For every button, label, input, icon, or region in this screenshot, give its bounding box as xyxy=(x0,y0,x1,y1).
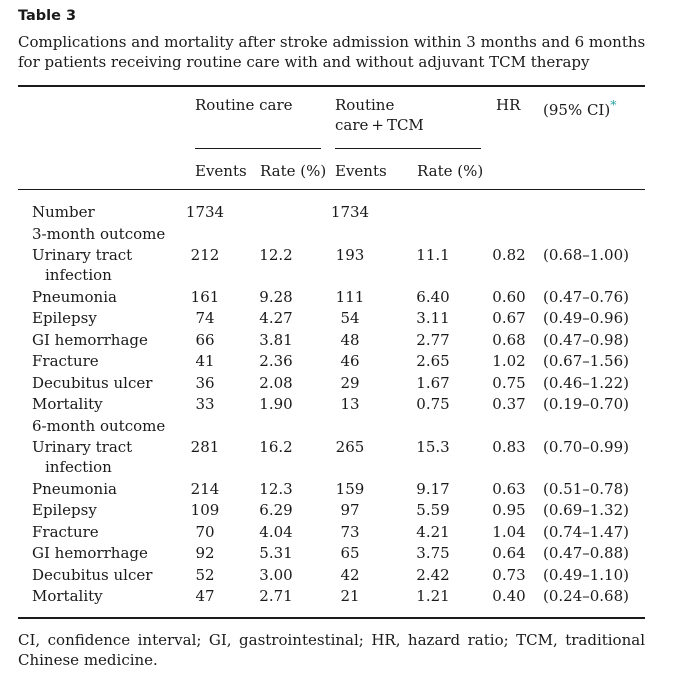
cell-events-routine: 36 xyxy=(195,373,215,392)
row-label: Decubitus ulcer xyxy=(32,373,153,392)
row-label: 6-month outcome xyxy=(32,416,166,435)
row-label: Pneumonia xyxy=(32,287,117,306)
cell-ci: (0.70–0.99) xyxy=(543,438,630,456)
cell-hr: 0.60 xyxy=(492,287,526,306)
cell-hr: 0.82 xyxy=(492,246,526,264)
routine-tcm-group-rule xyxy=(335,148,481,149)
row-label: Mortality xyxy=(32,395,103,413)
cell-ci: (0.46–1.22) xyxy=(543,373,630,392)
table-caption: Complications and mortality after stroke admission within 3 months and 6 months for patients receiving routine care with and without adjuvant TCM therapy xyxy=(18,33,646,71)
cell-rate-tcm: 11.1 xyxy=(416,246,450,264)
cell-rate-tcm: 0.75 xyxy=(416,395,450,413)
cell-events-routine: 47 xyxy=(195,587,215,605)
top-rule xyxy=(18,85,645,87)
cell-rate-tcm: 15.3 xyxy=(416,438,450,456)
cell-rate-routine: 3.00 xyxy=(259,565,293,584)
cell-rate-tcm: 1.67 xyxy=(416,373,450,392)
routine-care-group-rule xyxy=(195,148,321,149)
cell-events-routine: 212 xyxy=(190,246,220,264)
cell-rate-routine: 5.31 xyxy=(259,544,293,562)
header-rule xyxy=(18,189,645,190)
cell-ci: (0.69–1.32) xyxy=(543,501,630,519)
cell-ci: (0.24–0.68) xyxy=(543,587,630,605)
cell-events-routine: 109 xyxy=(190,501,220,519)
cell-hr: 0.67 xyxy=(492,309,526,327)
row-label: Epilepsy xyxy=(32,309,97,327)
cell-rate-routine: 12.3 xyxy=(259,479,293,498)
cell-rate-routine: 2.36 xyxy=(259,352,293,370)
cell-rate-routine: 2.71 xyxy=(259,587,293,605)
cell-hr: 0.75 xyxy=(492,373,526,392)
row-label: Fracture xyxy=(32,522,99,541)
cell-ci: (0.47–0.98) xyxy=(543,330,630,349)
cell-events-tcm: 21 xyxy=(340,587,360,605)
cell-ci: (0.47–0.88) xyxy=(543,544,630,562)
cell-ci: (0.74–1.47) xyxy=(543,522,630,541)
cell-events-tcm: 13 xyxy=(340,395,360,413)
cell-events-tcm: 54 xyxy=(340,309,360,327)
cell-events-tcm: 42 xyxy=(340,565,360,584)
cell-events-routine: 70 xyxy=(195,522,215,541)
cell-rate-tcm: 5.59 xyxy=(416,501,450,519)
cell-rate-routine: 12.2 xyxy=(259,246,293,264)
cell-events-tcm: 46 xyxy=(340,352,360,370)
cell-rate-routine: 4.27 xyxy=(259,309,293,327)
row-label: Pneumonia xyxy=(32,479,117,498)
cell-hr: 0.95 xyxy=(492,501,526,519)
cell-rate-routine: 9.28 xyxy=(259,287,293,306)
cell-events-routine: 52 xyxy=(195,565,215,584)
cell-hr: 0.64 xyxy=(492,544,526,562)
bottom-rule xyxy=(18,617,645,619)
cell-ci: (0.51–0.78) xyxy=(543,479,630,498)
cell-hr: 0.37 xyxy=(492,395,526,413)
header-routine-tcm-line1: Routine xyxy=(335,96,395,114)
cell-events-tcm: 193 xyxy=(335,246,365,264)
cell-rate-routine: 2.08 xyxy=(259,373,293,392)
cell-hr: 1.02 xyxy=(492,352,526,370)
row-label: Urinary tract xyxy=(32,246,133,264)
cell-events-routine: 281 xyxy=(190,438,220,456)
cell-ci: (0.49–0.96) xyxy=(543,309,630,327)
row-label: GI hemorrhage xyxy=(32,330,148,349)
cell-hr: 0.83 xyxy=(492,438,526,456)
cell-rate-routine: 4.04 xyxy=(259,522,293,541)
header-events-tcm: Events xyxy=(335,162,387,180)
cell-events-tcm: 111 xyxy=(335,287,365,306)
cell-rate-tcm: 2.42 xyxy=(416,565,450,584)
cell-events-routine: 1734 xyxy=(185,203,225,221)
header-rate-routine: Rate (%) xyxy=(260,162,327,180)
cell-rate-routine: 6.29 xyxy=(259,501,293,519)
cell-hr: 0.73 xyxy=(492,565,526,584)
row-label: Number xyxy=(32,203,95,221)
cell-events-routine: 214 xyxy=(190,479,220,498)
cell-hr: 0.40 xyxy=(492,587,526,605)
cell-ci: (0.67–1.56) xyxy=(543,352,630,370)
cell-ci: (0.19–0.70) xyxy=(543,395,630,413)
cell-events-tcm: 73 xyxy=(340,522,360,541)
row-label-continued: infection xyxy=(45,266,112,284)
header-events-routine: Events xyxy=(195,162,247,180)
header-routine-care: Routine care xyxy=(195,96,293,114)
cell-events-tcm: 265 xyxy=(335,438,365,456)
cell-rate-tcm: 3.75 xyxy=(416,544,450,562)
cell-events-routine: 161 xyxy=(190,287,220,306)
row-label: Epilepsy xyxy=(32,501,97,519)
cell-events-routine: 92 xyxy=(195,544,215,562)
row-label: Urinary tract xyxy=(32,438,133,456)
row-label: Decubitus ulcer xyxy=(32,565,153,584)
ci-footnote-marker: * xyxy=(610,97,617,112)
header-rate-tcm: Rate (%) xyxy=(417,162,484,180)
cell-rate-tcm: 3.11 xyxy=(416,309,450,327)
header-hr: HR xyxy=(496,96,521,114)
row-label: GI hemorrhage xyxy=(32,544,148,562)
cell-events-routine: 66 xyxy=(195,330,215,349)
cell-events-routine: 41 xyxy=(195,352,215,370)
cell-rate-tcm: 1.21 xyxy=(416,587,450,605)
cell-rate-routine: 1.90 xyxy=(259,395,293,413)
row-label: 3-month outcome xyxy=(32,224,166,243)
cell-hr: 1.04 xyxy=(492,522,526,541)
cell-events-tcm: 97 xyxy=(340,501,360,519)
table-footnote: CI, confidence interval; GI, gastrointestinal; HR, hazard ratio; TCM, traditional Chinese medicine. xyxy=(18,631,645,669)
cell-events-tcm: 29 xyxy=(340,373,360,392)
cell-rate-tcm: 6.40 xyxy=(416,287,450,306)
cell-rate-tcm: 9.17 xyxy=(416,479,450,498)
cell-events-tcm: 159 xyxy=(335,479,365,498)
cell-rate-routine: 16.2 xyxy=(259,438,293,456)
cell-events-routine: 74 xyxy=(195,309,215,327)
cell-events-tcm: 65 xyxy=(340,544,360,562)
cell-events-tcm: 1734 xyxy=(330,203,370,221)
cell-ci: (0.49–1.10) xyxy=(543,565,630,584)
cell-rate-routine: 3.81 xyxy=(259,330,293,349)
cell-events-routine: 33 xyxy=(195,395,215,413)
header-routine-tcm-line2: care + TCM xyxy=(335,116,424,134)
row-label: Mortality xyxy=(32,587,103,605)
cell-ci: (0.47–0.76) xyxy=(543,287,630,306)
row-label-continued: infection xyxy=(45,458,112,476)
cell-events-tcm: 48 xyxy=(340,330,360,349)
cell-rate-tcm: 2.65 xyxy=(416,352,450,370)
table-label: Table 3 xyxy=(18,8,77,24)
cell-hr: 0.63 xyxy=(492,479,526,498)
header-ci-text: (95% CI) xyxy=(543,101,611,119)
cell-hr: 0.68 xyxy=(492,330,526,349)
header-ci xyxy=(543,95,616,120)
row-label: Fracture xyxy=(32,352,99,370)
cell-rate-tcm: 2.77 xyxy=(416,330,450,349)
cell-rate-tcm: 4.21 xyxy=(416,522,450,541)
cell-ci: (0.68–1.00) xyxy=(543,246,630,264)
